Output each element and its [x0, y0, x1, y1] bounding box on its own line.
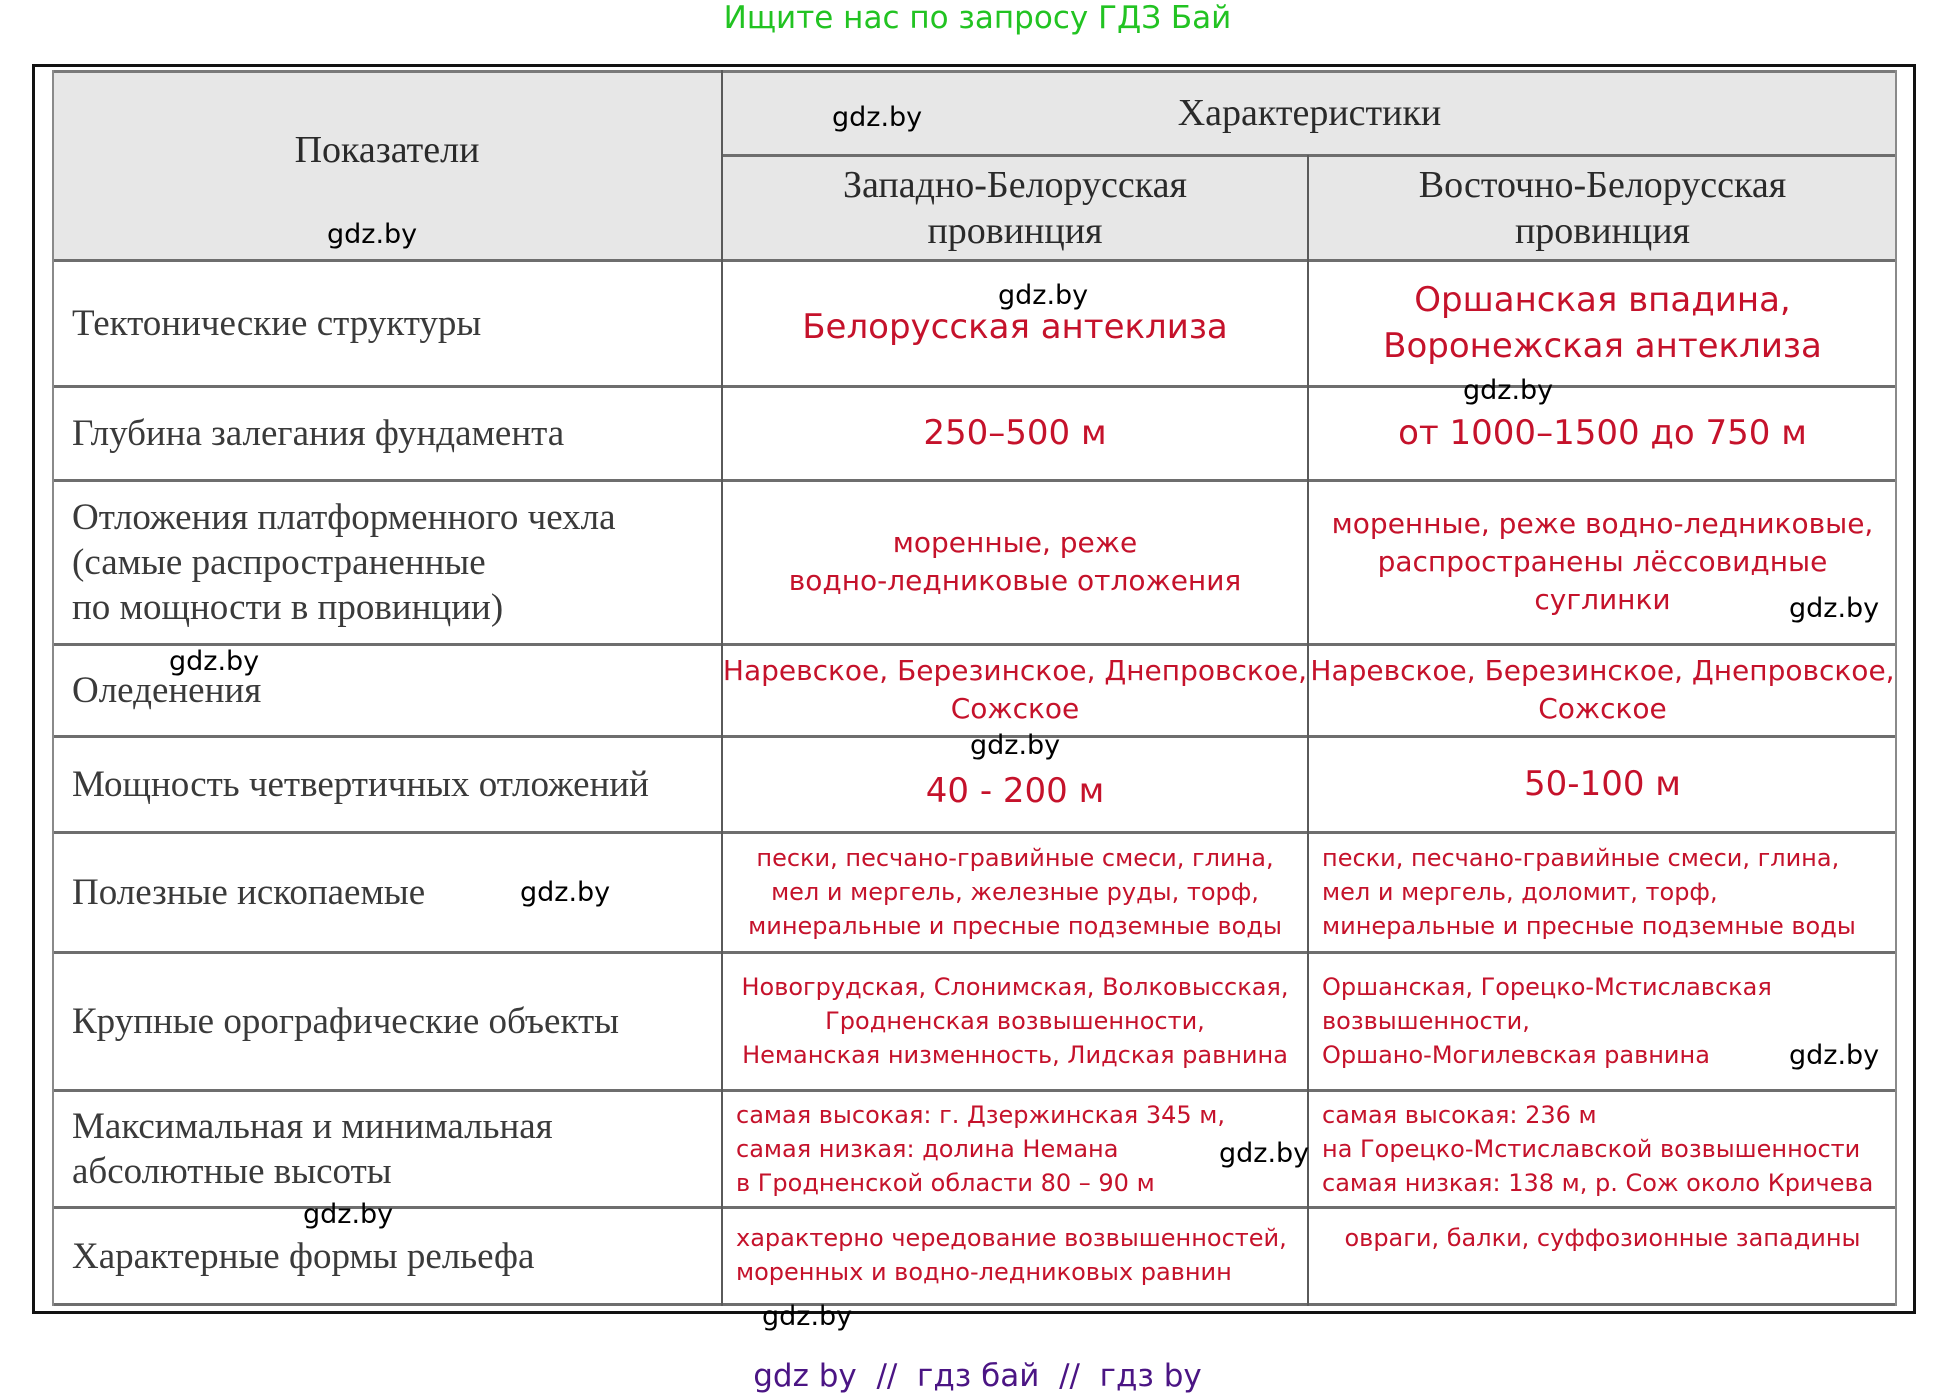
value-line: моренные, реже водно-ледниковые, — [1331, 507, 1874, 540]
value-line: возвышенности, — [1322, 1007, 1530, 1035]
row-west-glaciations — [722, 644, 1308, 736]
row-west-platform-deposits — [722, 480, 1308, 644]
watermark: gdz.by — [1789, 1040, 1880, 1071]
row-label-line: Мощность четвертичных отложений — [72, 763, 649, 805]
watermark: gdz.by — [327, 219, 418, 250]
row-label-line: Отложения платформенного чехла — [72, 496, 616, 538]
table-rule — [52, 385, 1897, 388]
value-line: Оршанская впадина, — [1414, 280, 1791, 320]
header-characteristics-label: Характеристики — [1177, 91, 1442, 134]
value-line: мел и мергель, доломит, торф, — [1322, 878, 1718, 906]
row-label-tectonic — [52, 260, 722, 386]
watermark: gdz.by — [1789, 593, 1880, 624]
row-east-minerals — [1308, 832, 1897, 952]
value-line: от 1000–1500 до 750 м — [1398, 413, 1807, 453]
row-west-tectonic — [722, 260, 1308, 386]
row-label-line: Оледенения — [72, 669, 262, 711]
value-line: Оршано-Могилевская равнина — [1322, 1041, 1710, 1069]
table-column-rule — [1307, 155, 1309, 1306]
value-line: водно-ледниковые отложения — [788, 564, 1242, 597]
row-label-minerals — [52, 832, 722, 952]
watermark: gdz.by — [303, 1199, 394, 1230]
value-line: суглинки — [1534, 583, 1671, 616]
value-line: Белорусская антеклиза — [802, 307, 1228, 347]
row-label-glaciations — [52, 644, 722, 736]
watermark: gdz.by — [1463, 375, 1554, 406]
value-line: Гродненская возвышенности, — [825, 1007, 1205, 1035]
value-line: моренные, реже — [892, 526, 1138, 559]
value-line: в Гродненской области 80 – 90 м — [736, 1168, 1155, 1197]
table-rule — [722, 154, 1897, 157]
row-east-quaternary-thickness — [1308, 736, 1897, 832]
search-banner: Ищите нас по запросу ГДЗ Бай — [723, 0, 1232, 36]
watermark: gdz.by — [762, 1301, 853, 1332]
row-label-line: по мощности в провинции) — [72, 586, 504, 628]
watermark: gdz.by — [1219, 1138, 1310, 1169]
table-rule — [52, 1303, 1897, 1306]
row-label-line: Крупные орографические объекты — [72, 1000, 619, 1042]
row-label-line: Полезные ископаемые — [72, 871, 426, 913]
row-label-line: абсолютные высоты — [72, 1150, 392, 1192]
table-rule — [52, 479, 1897, 482]
value-line: 50-100 м — [1524, 764, 1681, 804]
value-line: пески, песчано-гравийные смеси, глина, — [756, 844, 1274, 872]
value-line: Воронежская антеклиза — [1383, 326, 1822, 366]
row-west-orographic — [722, 952, 1308, 1090]
watermark: gdz.by — [970, 730, 1061, 761]
row-label-line: Тектонические структуры — [72, 302, 482, 344]
row-label-platform-deposits — [52, 480, 722, 644]
row-east-relief-forms — [1308, 1207, 1897, 1305]
row-east-tectonic — [1308, 260, 1897, 386]
value-line: 40 - 200 м — [925, 771, 1105, 811]
value-line: Неманская низменность, Лидская равнина — [742, 1041, 1288, 1069]
row-east-foundation-depth — [1308, 386, 1897, 480]
value-line: распространены лёссовидные — [1377, 545, 1828, 578]
row-label-line: Характерные формы рельефа — [72, 1235, 535, 1277]
row-label-absolute-heights — [52, 1090, 722, 1207]
table-rule — [52, 951, 1897, 954]
header-west-line: провинция — [927, 209, 1103, 252]
row-label-line: Глубина залегания фундамента — [72, 412, 565, 454]
header-east-line: провинция — [1514, 209, 1691, 252]
value-line: минеральные и пресные подземные воды — [1322, 912, 1856, 940]
watermark: gdz.by — [169, 646, 260, 677]
value-line: минеральные и пресные подземные воды — [748, 912, 1282, 940]
table-rule — [52, 70, 1897, 73]
table-rule — [52, 1089, 1897, 1092]
row-label-foundation-depth — [52, 386, 722, 480]
value-line: самая высокая: 236 м — [1322, 1100, 1597, 1129]
value-line: самая высокая: г. Дзержинская 345 м, — [736, 1100, 1226, 1129]
table-rule — [52, 643, 1897, 646]
row-label-line: (самые распространенные — [72, 541, 486, 583]
value-line: Оршанская, Горецко-Мстиславская — [1322, 973, 1772, 1001]
table-rule — [52, 259, 1897, 262]
value-line: мел и мергель, железные руды, торф, — [771, 878, 1259, 906]
header-east-line: Восточно-Белорусская — [1418, 163, 1787, 206]
site-footer: gdz by // гдз бай // гдз by — [753, 1358, 1202, 1394]
watermark: gdz.by — [998, 280, 1089, 311]
row-label-orographic — [52, 952, 722, 1090]
header-indicators-label: Показатели — [294, 129, 480, 171]
header-west-line: Западно-Белорусская — [842, 163, 1188, 206]
value-line: Сожское — [950, 692, 1080, 725]
header-east-province — [1308, 155, 1897, 260]
value-line: Наревское, Березинское, Днепровское, — [1310, 654, 1895, 687]
header-west-province — [722, 155, 1308, 260]
geology-comparison-table — [52, 70, 1897, 1305]
watermark: gdz.by — [520, 877, 611, 908]
table-column-rule — [721, 70, 723, 1306]
value-line: Наревское, Березинское, Днепровское, — [722, 654, 1308, 687]
table-column-rule — [1895, 70, 1897, 1306]
value-line: моренных и водно-ледниковых равнин — [736, 1258, 1232, 1286]
value-line: самая низкая: долина Немана — [736, 1134, 1119, 1163]
row-label-quaternary-thickness — [52, 736, 722, 832]
table-rule — [52, 831, 1897, 834]
value-line: Новогрудская, Слонимская, Волковысская, — [741, 973, 1289, 1001]
row-east-glaciations — [1308, 644, 1897, 736]
watermark: gdz.by — [832, 102, 923, 133]
value-line: на Горецко-Мстиславской возвышенности — [1322, 1134, 1861, 1163]
table-column-rule — [52, 70, 54, 1306]
value-line: 250–500 м — [923, 413, 1107, 453]
value-line: характерно чередование возвышенностей, — [736, 1224, 1287, 1252]
row-label-line: Максимальная и минимальная — [72, 1105, 553, 1147]
value-line: пески, песчано-гравийные смеси, глина, — [1322, 844, 1840, 872]
row-west-relief-forms — [722, 1207, 1308, 1305]
row-west-minerals — [722, 832, 1308, 952]
value-line: самая низкая: 138 м, р. Сож около Кричева — [1322, 1168, 1874, 1197]
value-line: овраги, балки, суффозионные западины — [1344, 1224, 1861, 1252]
row-west-foundation-depth — [722, 386, 1308, 480]
value-line: Сожское — [1538, 692, 1667, 725]
row-east-absolute-heights — [1308, 1090, 1897, 1207]
